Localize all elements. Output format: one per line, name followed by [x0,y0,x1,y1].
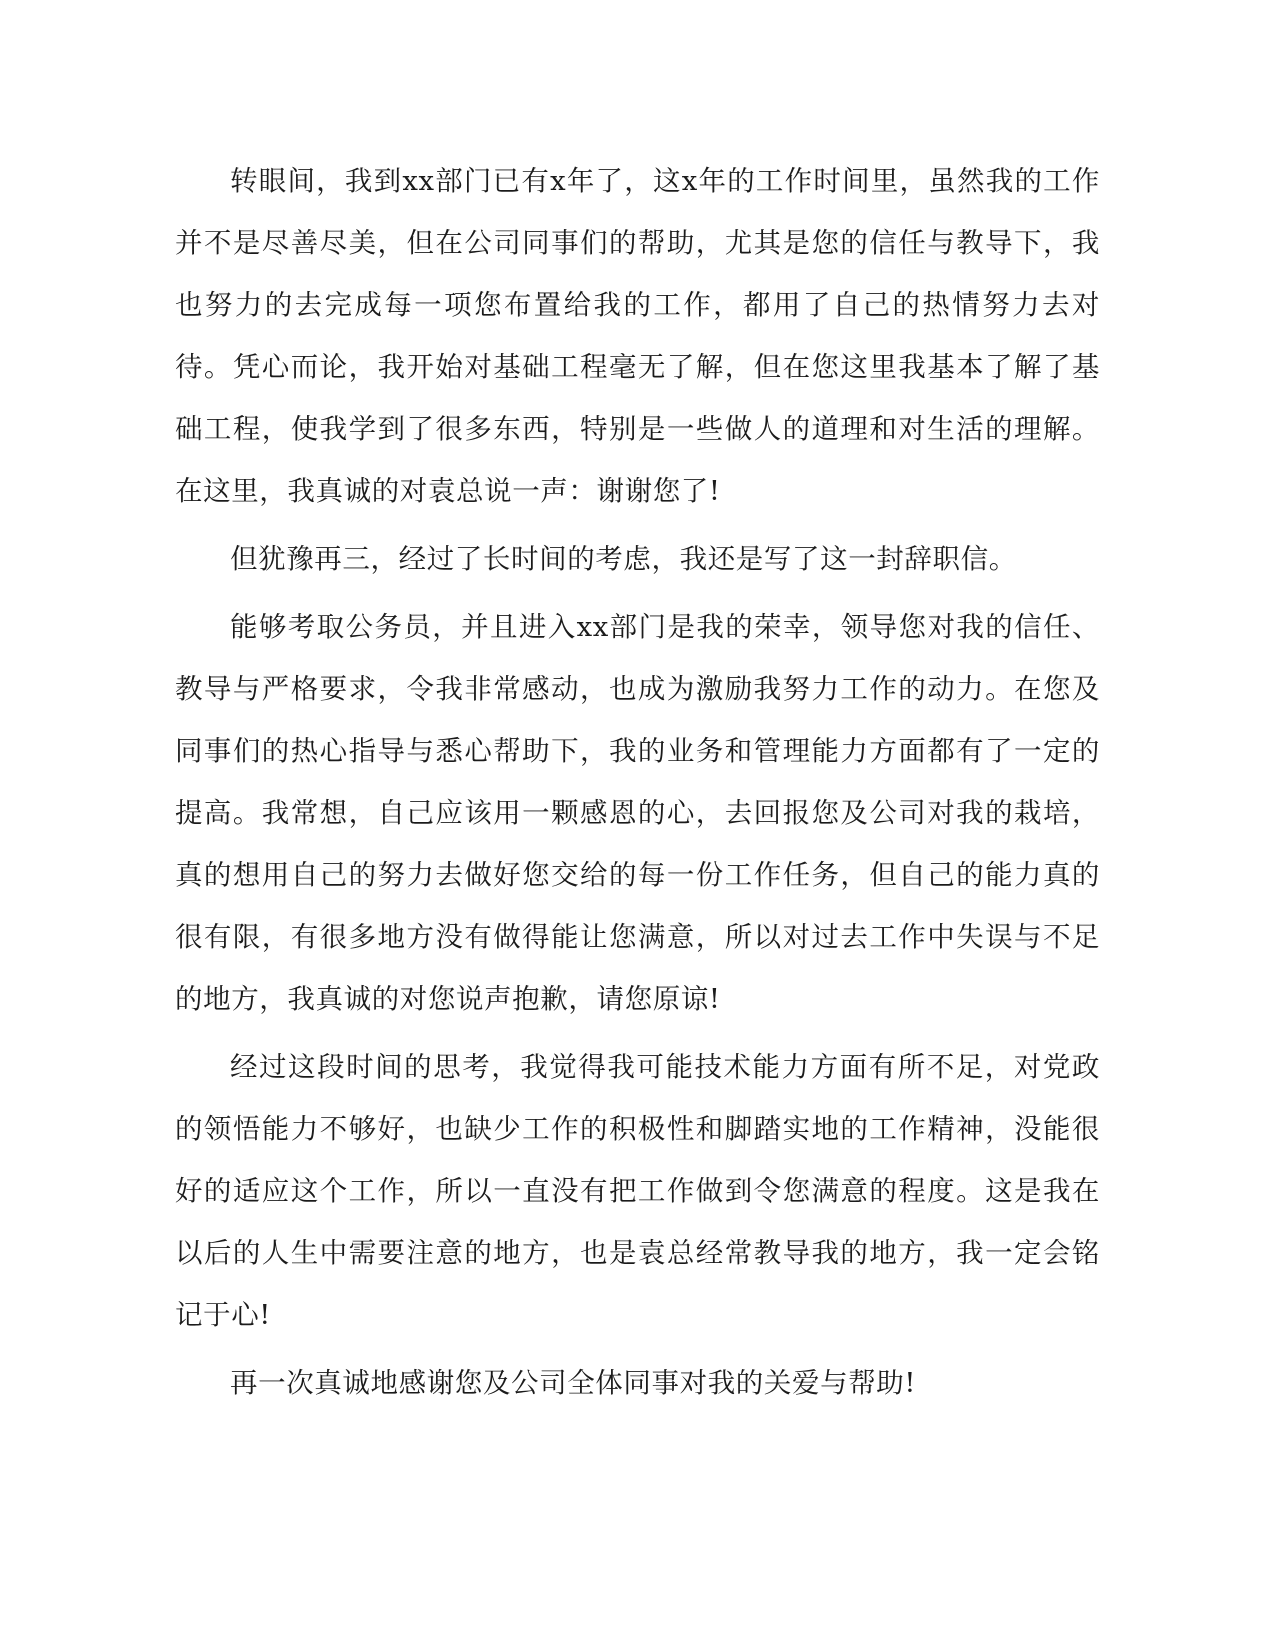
paragraph: 经过这段时间的思考，我觉得我可能技术能力方面有所不足，对党政的领悟能力不够好，也缺少工作的积极性和脚踏实地的工作精神，没能很好的适应这个工作，所以一直没有把工作做到令您满意的程度。这是我在以后的人生中需要注意的地方，也是袁总经常教导我的地方，我一定会铭记于心! [175,1051,1100,1331]
paragraph: 转眼间，我到xx部门已有x年了，这x年的工作时间里，虽然我的工作并不是尽善尽美，但在公司同事们的帮助，尤其是您的信任与教导下，我也努力的去完成每一项您布置给我的工作，都用了自己的热情努力去对待。凭心而论，我开始对基础工程毫无了解，但在您这里我基本了解了基础工程，使我学到了很多东西，特别是一些做人的道理和对生活的理解。在这里，我真诚的对袁总说一声：谢谢您了! [175,165,1100,507]
paragraph: 但犹豫再三，经过了长时间的考虑，我还是写了这一封辞职信。 [230,543,1017,575]
paragraph: 能够考取公务员，并且进入xx部门是我的荣幸，领导您对我的信任、教导与严格要求，令我非常感动，也成为激励我努力工作的动力。在您及同事们的热心指导与悉心帮助下，我的业务和管理能力方面都有了一定的提高。我常想，自己应该用一颗感恩的心，去回报您及公司对我的栽培，真的想用自己的努力去做好您交给的每一份工作任务，但自己的能力真的很有限，有很多地方没有做得能让您满意，所以对过去工作中失误与不足的地方，我真诚的对您说声抱歉，请您原谅! [175,611,1100,1015]
document-body [175,150,1100,1414]
paragraph: 再一次真诚地感谢您及公司全体同事对我的关爱与帮助! [230,1367,917,1399]
